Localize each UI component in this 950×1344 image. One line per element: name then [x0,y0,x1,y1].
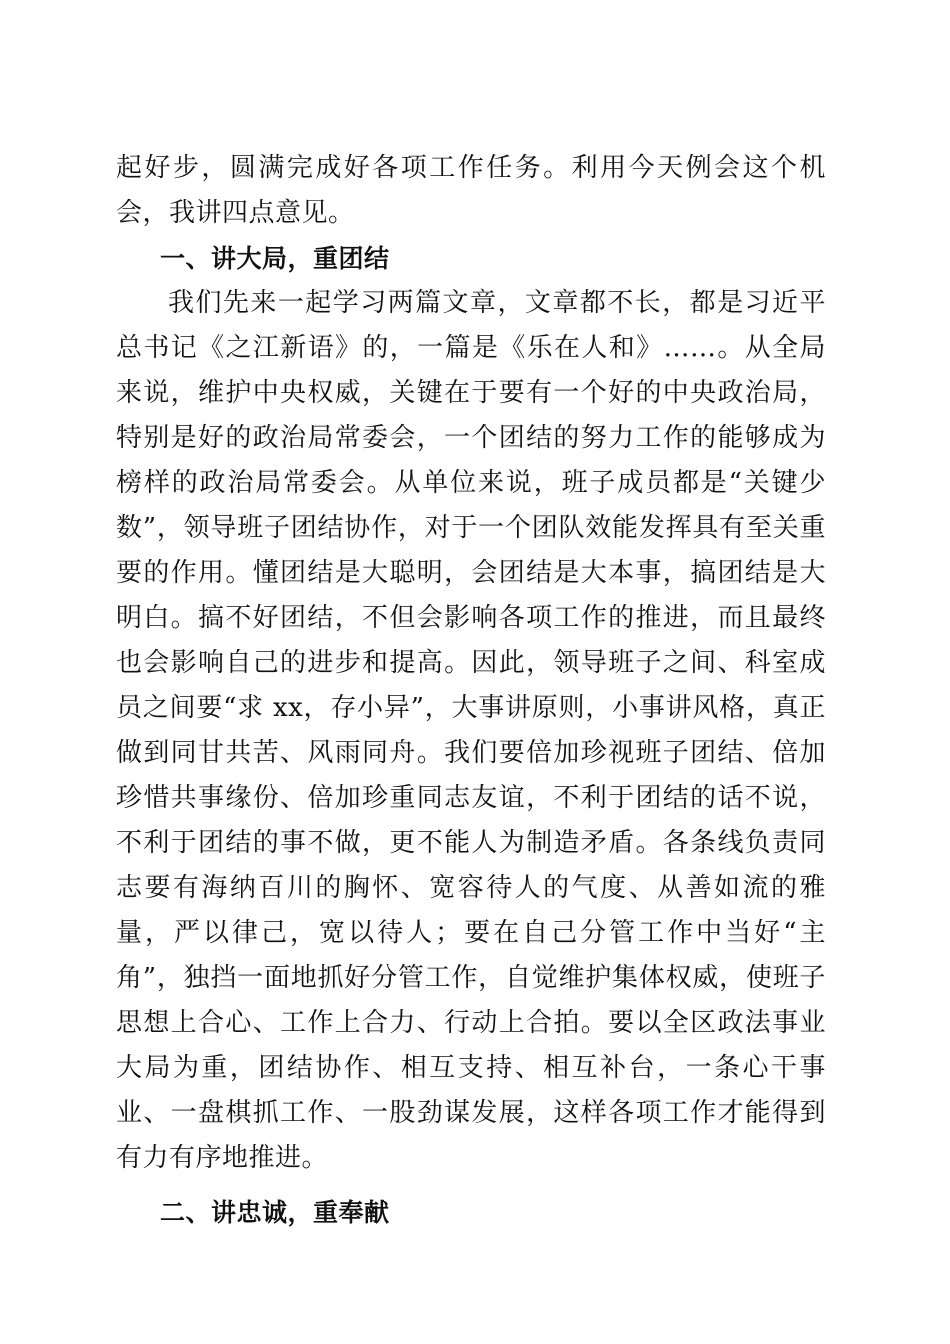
section-heading-2: 二、讲忠诚，重奉献 [160,1198,390,1227]
section-heading-1: 一、讲大局，重团结 [160,244,390,273]
document-body [116,146,826,1235]
section-1-paragraph: 我们先来一起学习两篇文章，文章都不长，都是习近平总书记《之江新语》的，一篇是《乐在人和》……。从全局来说，维护中央权威，关键在于要有一个好的中央政治局，特别是好的政治局常委会，一个团结的努力工作的能够成为榜样的政治局常委会。从单位来说，班子成员都是“关键少数”，领导班子团结协作，对于一个团队效能发挥具有至关重要的作用。懂团结是大聪明，会团结是大本事，搞团结是大明白。搞不好团结，不但会影响各项工作的推进，而且最终也会影响自己的进步和提高。因此，领导班子之间、科室成员之间要“求 xx，存小异”，大事讲原则，小事讲风格，真正做到同甘共苦、风雨同舟。我们要倍加珍视班子团结、倍加珍惜共事缘份、倍加珍重同志友谊，不利于团结的话不说，不利于团结的事不做，更不能人为制造矛盾。各条线负责同志要有海纳百川的胸怀、宽容待人的气度、从善如流的雅量，严以律己，宽以待人；要在自己分管工作中当好“主角”，独挡一面地抓好分管工作，自觉维护集体权威，使班子思想上合心、工作上合力、行动上合拍。要以全区政法事业大局为重，团结协作、相互支持、相互补台，一条心干事业、一盘棋抓工作、一股劲谋发展，这样各项工作才能得到有力有序地推进。 [116,288,826,1173]
opening-paragraph: 起好步，圆满完成好各项工作任务。利用今天例会这个机会，我讲四点意见。 [116,153,826,228]
